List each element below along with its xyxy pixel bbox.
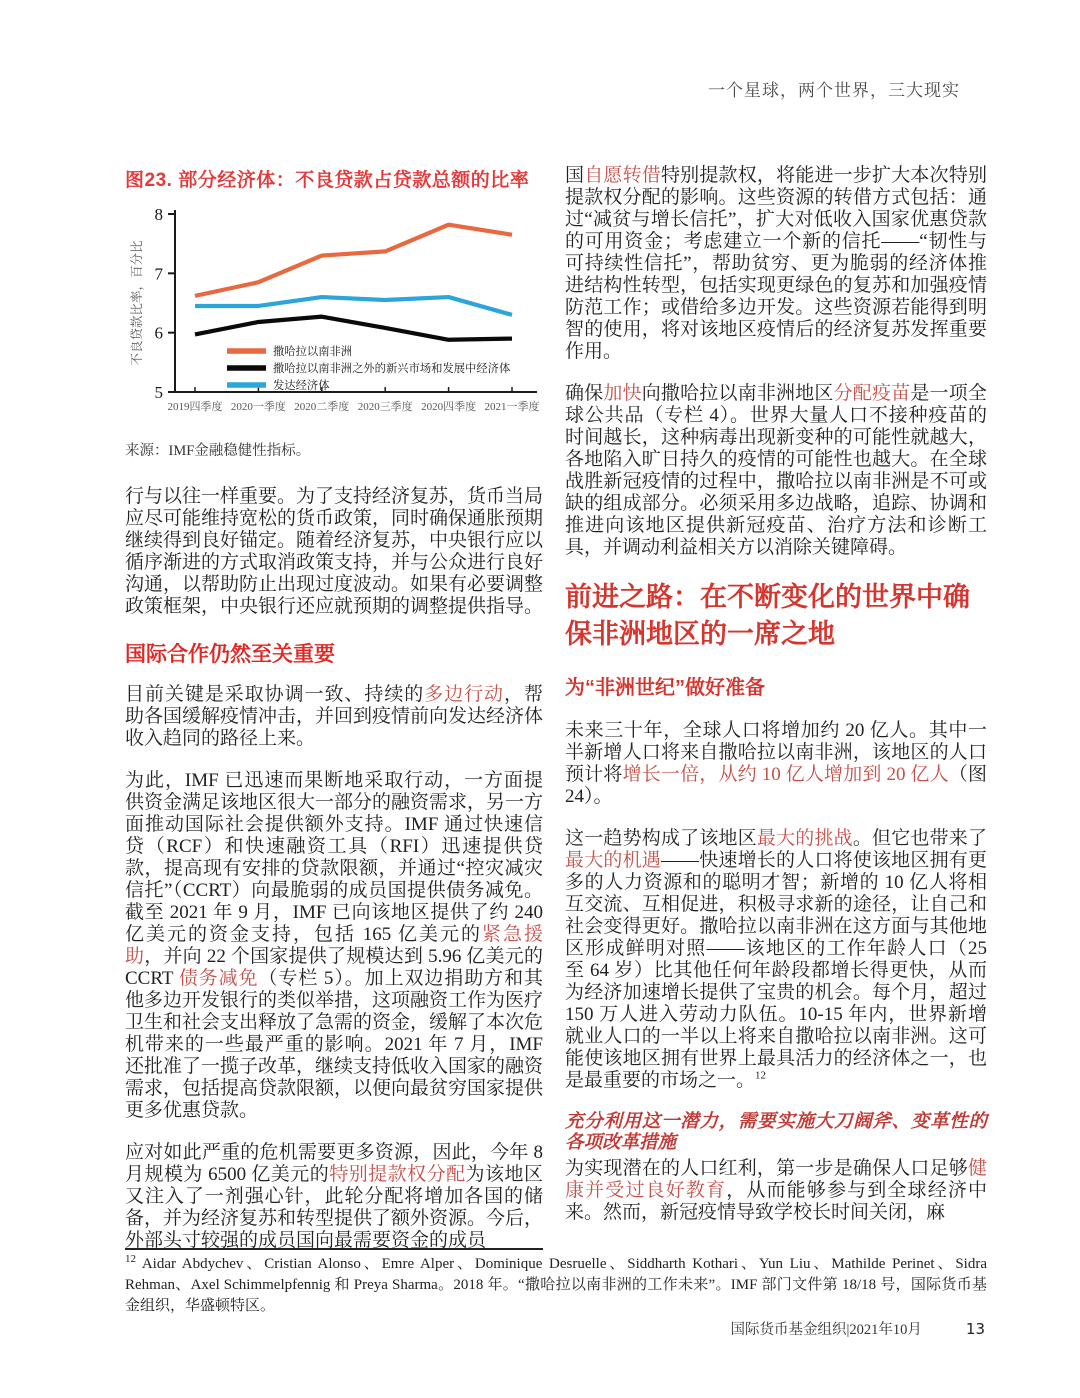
legend-label: 撒哈拉以南非洲 [273, 346, 353, 358]
paragraph [125, 1142, 543, 1252]
paragraph [125, 486, 543, 618]
chart-line-1 [195, 317, 512, 340]
chart-line-2 [195, 297, 512, 315]
text-run: 向撒哈拉以南非洲地区 [641, 383, 834, 404]
text-run: ，并向 22 个国家提供了规模达到 5.96 亿美元的 CCRT [125, 946, 543, 989]
text-run: 特别提款权，将能进一步扩大本次特别提款权分配的影响。这些资源的转借方式包括：通过“减贫与增长信托”，扩大对低收入国家优惠贷款的可用资金；考虑建立一个新的信托——“韧性与可持续性信托”，帮助贫穷、更为脆弱的经济体推进结构性转型，包括实现更绿色的复苏和加强疫情防范工作；或借给多边开发。这些资源若能得到明智的使用，将对该地区疫情后的经济复苏发挥重要作用。 [565, 165, 987, 362]
footnote-divider [125, 1248, 543, 1250]
red-emphasis-text: 紧急援助 [125, 924, 543, 967]
red-emphasis-text: 特别提款权分配 [329, 1164, 466, 1185]
y-axis-title: 不良贷款比率，百分比 [130, 240, 144, 366]
y-tick-label: 5 [154, 383, 163, 402]
x-tick-label: 2021一季度 [484, 401, 540, 413]
text-run: 目前关键是采取协调一致、持续的 [125, 684, 425, 705]
red-emphasis-text: 债务减免 [178, 968, 259, 989]
paragraph [565, 383, 987, 559]
paragraph [565, 720, 987, 808]
paragraph [125, 770, 543, 1122]
red-emphasis-text: 增长一倍，从约 10 亿人增加到 20 亿人 [622, 764, 949, 785]
x-tick-label: 2019四季度 [167, 401, 223, 413]
section-heading: 国际合作仍然至关重要 [125, 643, 335, 666]
x-tick-label: 2020四季度 [421, 401, 477, 413]
text-run: （图 24）。 [565, 764, 987, 807]
paragraph [125, 684, 543, 750]
red-emphasis-text: 多边行动 [424, 684, 505, 705]
legend-label: 撒哈拉以南非洲之外的新兴市场和发展中经济体 [273, 363, 511, 375]
text-run: 这一趋势构成了该地区 [565, 828, 757, 849]
text-run: 应对如此严重的危机需要更多资源，因此，今年 8 月规模为 6500 亿美元的 [125, 1142, 543, 1185]
text-run: 确保 [565, 383, 604, 404]
legend-label: 发达经济体 [273, 380, 330, 392]
footnote-marker: 12 [125, 1253, 136, 1265]
x-tick-label: 2020一季度 [230, 401, 286, 413]
x-tick-label: 2020三季度 [357, 401, 413, 413]
text-run: 为该地区又注入了一剂强心针，此轮分配将增加各国的储备，并为经济复苏和转型提供了额外资源。今后，外部头寸较强的成员国向最需要资金的成员 [125, 1164, 544, 1251]
paragraph [565, 1158, 987, 1224]
red-emphasis-text: 加快 [603, 383, 642, 404]
text-run: 行与以往一样重要。为了支持经济复苏，货币当局应尽可能维持宽松的货币政策，同时确保通胀预期继续得到良好锚定。随着经济复苏，中央银行应以循序渐进的方式取消政策支持，并与公众进行良好沟通，以帮助防止出现过度波动。如果有必要调整政策框架，中央银行还应就预期的调整提供指导。 [125, 486, 544, 617]
figure-source: 来源：IMF金融稳健性指标。 [125, 443, 311, 459]
footnote-text: Aidar Abdychev、Cristian Alonso、Emre Alper、Dominique Desruelle、Siddharth Kothari、Yun Liu、Mathilde Perinet、Sidra Rehman、Axel Schimmelpfennig 和 Preya Sharma。2018 年。“撒哈拉以南非洲的工作未来”。IMF 部门文件第 18/18 号，国际货币基金组织，华盛顿特区。 [125, 1256, 987, 1314]
text-run: 为实现潜在的人口红利，第一步是确保人口足够 [565, 1158, 968, 1179]
text-run: 。但它也带来了 [852, 828, 987, 849]
y-tick-label: 7 [154, 264, 163, 284]
sub-heading: 为“非洲世纪”做好准备 [565, 677, 765, 699]
red-emphasis-text: 自愿转借 [584, 165, 661, 186]
text-run: ，帮助各国缓解疫情冲击，并回到疫情前向发达经济体收入趋同的路径上来。 [125, 684, 544, 749]
paragraph [565, 165, 987, 363]
text-run: ，从而能够参与到全球经济中来。然而，新冠疫情导致学校长时间关闭，麻 [565, 1180, 987, 1223]
paragraph [565, 828, 987, 1092]
text-run: ——快速增长的人口将使该地区拥有更多的人力资源和的聪明才智；新增的 10 亿人将相互交流、互相促进，积极寻求新的途径，让自己和社会变得更好。撒哈拉以南非洲在这方面与其他地区形成鲜明对照——该地区的工作年龄人口（25 至 64 岁）比其他任何年龄段都增长得更快，从而为经济加速增长提供了宝贵的机会。每个月，超过 150 万人进入劳动力队伍。10-15 年内，世界新增就业人口的一半以上将来自撒哈拉以南非洲。这可能使该地区拥有世界上最具活力的经济体之一，也是最重要的市场之一。 [565, 850, 987, 1091]
footer-publisher: 国际货币基金组织|2021年10月 [730, 1322, 922, 1338]
page-footer [731, 1318, 986, 1339]
running-head: 一个星球，两个世界，三大现实 [708, 81, 960, 100]
right-column [565, 165, 987, 1272]
red-emphasis-text: 分配疫苗 [833, 383, 911, 404]
text-run: 是一项全球公共品（专栏 4）。世界大量人口不接种疫苗的时间越长，这种病毒出现新变种的可能性就越大，各地陷入旷日持久的疫情的可能性也越大。在全球战胜新冠疫情的过程中，撒哈拉以南非洲是不可或缺的组成部分。必须采用多边战略，追踪、协调和推进向该地区提供新冠疫苗、治疗方法和诊断工具，并调动利益相关方以消除关键障碍。 [565, 383, 987, 558]
y-tick-label: 6 [154, 323, 163, 343]
red-emphasis-text: 健康并受过良好教育 [565, 1158, 987, 1201]
red-emphasis-text: 最大的机遇 [565, 850, 661, 871]
left-column [125, 165, 543, 1272]
callout-statement: 充分利用这一潜力，需要实施大刀阔斧、变革性的各项改革措施 [565, 1112, 987, 1153]
red-emphasis-text: 最大的挑战 [756, 828, 853, 849]
figure-title: 图23. 部分经济体：不良贷款占贷款总额的比率 [125, 170, 530, 191]
footer-page-number: 13 [965, 1320, 985, 1338]
chapter-heading: 前进之路：在不断变化的世界中确保非洲地区的一席之地 [565, 582, 970, 649]
text-run: 为此，IMF 已迅速而果断地采取行动，一方面提供资金满足该地区很大一部分的融资需求，另一方面推动国际社会提供额外支持。IMF 通过快速信贷（RCF）和快速融资工具（RFI）迅速提供贷款，提高现有安排的贷款限额，并通过“控灾减灾信托”（CCRT）向最脆弱的成员国提供债务减免。截至 2021 年 9 月，IMF 已向该地区提供了约 240 亿美元的资金支持，包括 165 亿美元的 [125, 770, 544, 945]
page-columns [125, 165, 987, 1272]
text-run: 未来三十年，全球人口将增加约 20 亿人。其中一半新增人口将来自撒哈拉以南非洲，该地区的人口预计将 [565, 720, 987, 785]
x-tick-label: 2020二季度 [294, 401, 350, 413]
footnote [125, 1254, 987, 1317]
text-run: 12 [755, 1069, 767, 1082]
npl-line-chart [125, 204, 543, 430]
chart-line-0 [195, 225, 512, 296]
text-run: （专栏 5）。加上双边捐助方和其他多边开发银行的类似举措，这项融资工作为医疗卫生和社会支出释放了急需的资金，缓解了本次危机带来的一些最严重的影响。2021 年 7 月，IMF 还批准了一揽子改革，继续支持低收入国家的融资需求，包括提高贷款限额，以便向最贫穷国家提供更多优惠贷款。 [125, 968, 544, 1121]
y-tick-label: 8 [154, 205, 163, 224]
text-run: 国 [565, 165, 585, 186]
